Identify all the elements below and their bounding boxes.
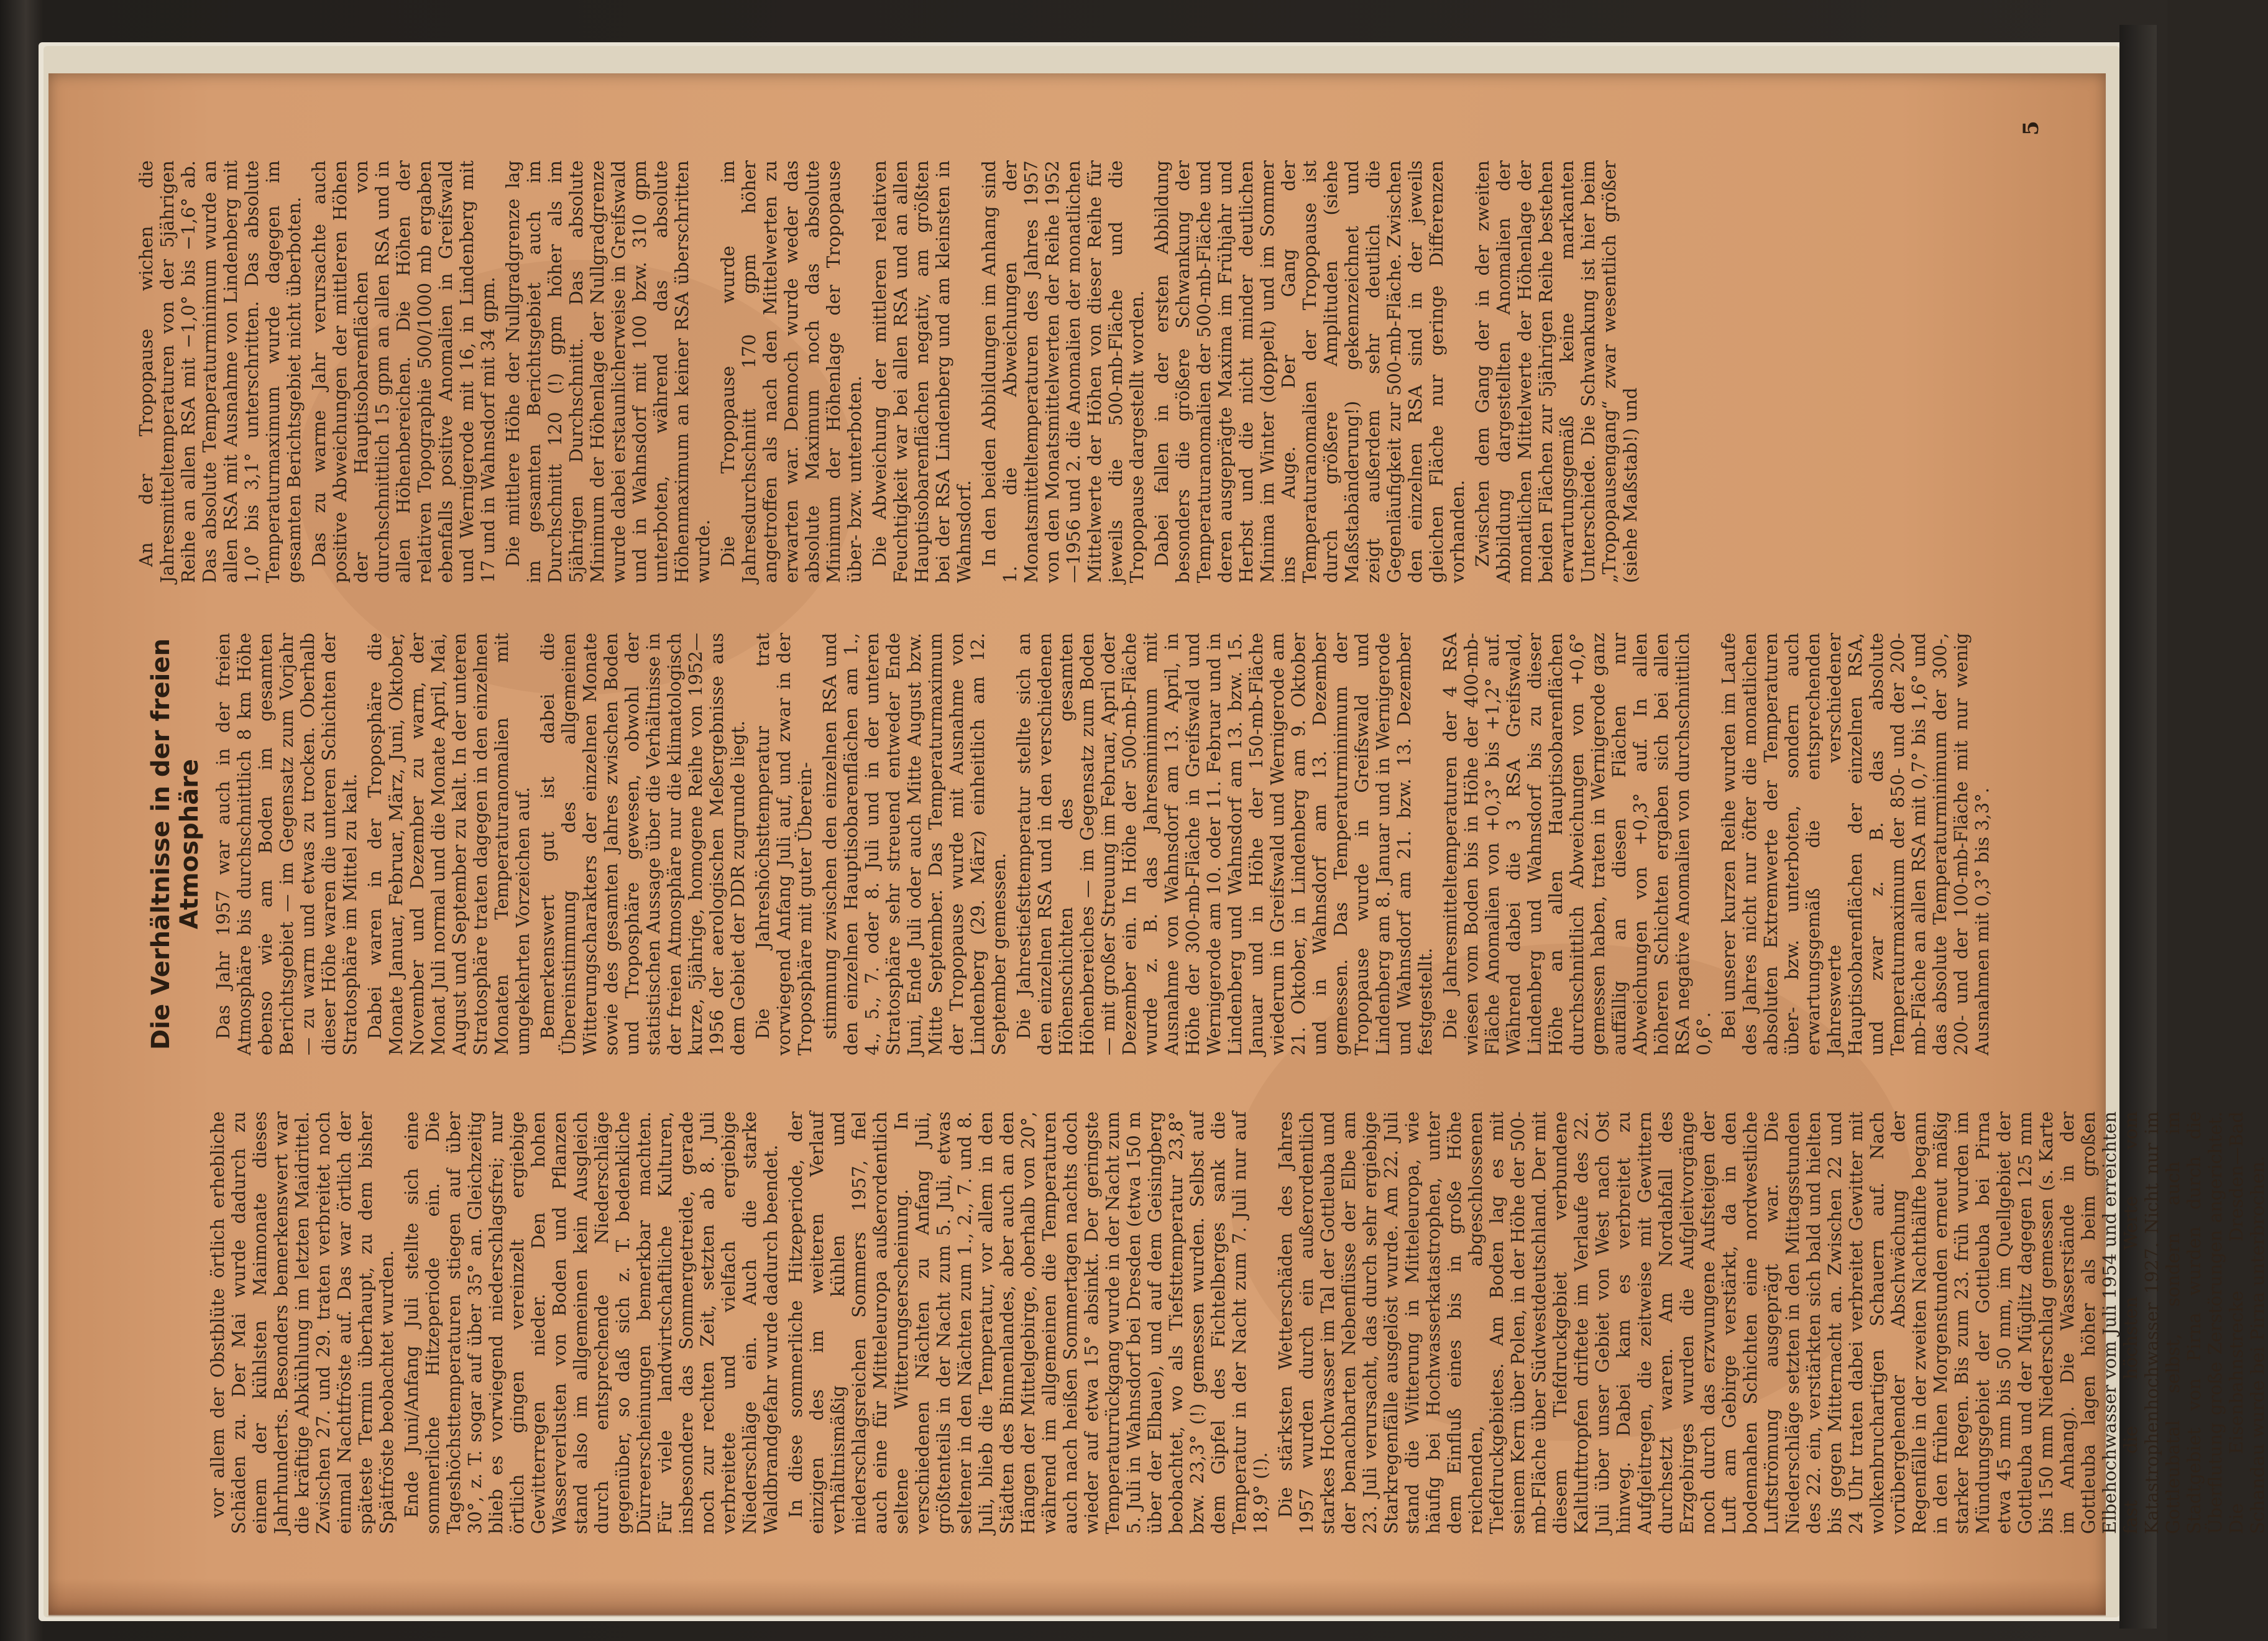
- paragraph: Die Jahreshöchsttemperatur trat vorwiegend Anfang Juli auf, und zwar in der Troposphäre mit guter Überein-: [752, 633, 815, 1055]
- page-number: 5: [2019, 121, 2044, 136]
- rotated-text-sheet: [48, 73, 2268, 1615]
- text-column-left: [207, 1111, 2268, 1534]
- paragraph: In diese sommerliche Hitzeperiode, der einzigen des im weiteren Verlauf verhältnismäßig kühlen und niederschlagsreichen Sommers 1957, fiel auch eine für Mitteleuropa außerordentlich seltene Witterungserscheinung. In verschiedenen Nächten zu Anfang Juli, größtenteils in der Nacht zum 5. Juli, etwas seltener in den Nächten zum 1., 2., 7. und 8. Juli, blieb die Temperatur, vor allem in den Städten des Binnenlandes, aber auch an den Hängen der Mittelgebirge, oberhalb von 20°, während im allgemeinen die Temperaturen auch nach heißen Sommertagen nachts doch wieder auf etwa 15° absinkt. Der geringste Temperaturrückgang wurde in der Nacht zum 5. Juli in Wahnsdorf bei Dresden (etwa 150 m über der Elbaue), und auf dem Geisingberg beobachtet, wo als Tiefsttemperatur 23,8° bzw. 23,3° (!) gemessen wurden. Selbst auf dem Gipfel des Fichtelberges sank die Temperatur in der Nacht zum 7. Juli nur auf 18,9° (!).: [785, 1111, 1271, 1534]
- paragraph: Die Jahresmitteltemperaturen der 4 RSA wiesen vom Boden bis in Höhe der 400-mb-Fläche Anomalien von +0,3° bis +1,2° auf. Während dabei die 3 RSA Greifswald, Lindenberg und Wahnsdorf bis zu dieser Höhe an allen Hauptisobarenflächen durchschnittlich Abweichungen von +0,6° gemessen haben, traten in Wernigerode ganz auffällig an diesen Flächen nur Abweichungen von +0,3° auf. In allen höheren Schichten ergaben sich bei allen RSA negative Anomalien von durchschnittlich 0,6°.: [1439, 633, 1714, 1055]
- paragraph: Zwischen dem Gang der in der zweiten Abbildung dargestellten Anomalien der monatlichen Mittelwerte der Höhenlage der beiden Flächen zur 5jährigen Reihe bestehen erwartungsgemäß keine markanten Unterschiede. Die Schwankung ist hier beim „Tropopausengang“ zwar wesentlich größer (siehe Maßstab!) und: [1472, 160, 1641, 583]
- section-heading: Die Verhältnisse in der freien Atmosphäre: [147, 638, 204, 1050]
- paragraph: Die Abweichung der mittleren relativen Feuchtigkeit war bei allen RSA und an allen Hauptisobarenflächen negativ, am größten bei der RSA Lindenberg und am kleinsten in Wahnsdorf.: [869, 160, 975, 583]
- paragraph: Das zu warme Jahr verursachte auch positive Abweichungen der mittleren Höhen der Hauptisobarenflächen von durchschnittlich 15 gpm an allen RSA und in allen Höhenbereichen. Die Höhen der relativen Topographie 500/1000 mb ergaben ebenfalls positive Anomalien in Greifswald und Wernigerode mit 16, in Lindenberg mit 17 und in Wahnsdorf mit 34 gpm.: [308, 160, 498, 583]
- paragraph: Die mittlere Höhe der Nullgradgrenze lag im gesamten Berichtsgebiet auch im Durchschnitt 120 (!) gpm höher als im 5jährigen Durchschnitt. Das absolute Minimum der Höhenlage der Nullgradgrenze wurde dabei erstaunlicherweise in Greifswald und in Wahnsdorf mit 100 bzw. 310 gpm unterboten, während das absolute Höhenmaximum an keiner RSA überschritten wurde.: [502, 160, 714, 583]
- paragraph: Die stärksten Wetterschäden des Jahres 1957 wurden durch ein außerordentlich starkes Hochwasser im Tal der Gottleuba und der benachbarten Nebenflüsse der Elbe am 23. Juli verursacht, das durch sehr ergiebige Starkregenfälle ausgelöst wurde. Am 22. Juli stand die Witterung in Mitteleuropa, wie häufig bei Hochwasserkatastrophen, unter dem Einfluß eines bis in große Höhe reichenden, abgeschlossenen Tiefdruckgebietes. Am Boden lag es mit seinem Kern über Polen, in der Höhe der 500-mb-Fläche über Südwestdeutschland. Der mit diesem Tiefdruckgebiet verbundene Kaltlufttropfen driftete im Verlaufe des 22. Juli über unser Gebiet von West nach Ost hinweg. Dabei kam es verbreitet zu Aufgleitregen, die zeitweise mit Gewittern durchsetzt waren. Am Nordabfall des Erzgebirges wurden die Aufgleitvorgänge noch durch das erzwungene Aufsteigen der Luft am Gebirge verstärkt, da in den bodennahen Schichten eine nordwestliche Luftströmung ausgeprägt war. Die Niederschläge setzten in den Mittagsstunden des 22. ein, verstärkten sich bald und hielten bis gegen Mitternacht an. Zwischen 22 und 24 Uhr traten dabei verbreitet Gewitter mit wolkenbruchartigen Schauern auf. Nach vorübergehender Abschwächung der Regenfälle in der zweiten Nachthälfte begann in den frühen Morgenstunden erneut mäßig starker Regen. Bis zum 23. früh wurden im Mündungsgebiet der Gottleuba bei Pirna etwa 45 mm bis 50 mm, im Quellgebiet der Gottleuba und der Müglitz dagegen 125 mm bis 150 mm Niederschlag gemessen (s. Karte im Anhang). Die Wasserstände in der Gottleuba lagen höher als beim großen Elbehochwasser vom Juli 1954 und erreichten fast die höchsten Werte vom Katastrophenhochwasser 1927. Nicht nur im Gottleubatal selbst, sondern auch im Stadtgebiet von Pirna wurden durch die Überflutung große Zerstörungen angerichtet. Die Eisenbahnstrecke Dresden—Bad Schandau wurde bei Pirna unterbrochen.: [1275, 1111, 2268, 1534]
- paragraph: Bei unserer kurzen Reihe wurden im Laufe des Jahres nicht nur öfter die monatlichen absoluten Extremwerte der Temperaturen über- bzw. unterboten, sondern auch erwartungsgemäß die entsprechenden Jahreswerte verschiedener Hauptisobarenflächen der einzelnen RSA, und zwar z. B. das absolute Temperaturmaximum der 850- und der 200-mb-Fläche an allen RSA mit 0,7° bis 1,6° und das absolute Temperaturminimum der 300-, 200- und der 100-mb-Fläche mit nur wenig Ausnahmen mit 0,3° bis 3,3°.: [1718, 633, 1993, 1055]
- paragraph: Das Jahr 1957 war auch in der freien Atmosphäre bis durchschnittlich 8 km Höhe ebenso wie am Boden im gesamten Berichtsgebiet — im Gegensatz zum Vorjahr — zu warm und etwas zu trocken. Oberhalb dieser Höhe waren die unteren Schichten der Stratosphäre im Mittel zu kalt.: [213, 633, 360, 1055]
- paragraph: Ende Juni/Anfang Juli stellte sich eine sommerliche Hitzeperiode ein. Die Tageshöchsttemperaturen stiegen auf über 30°, z. T. sogar auf über 35° an. Gleichzeitig blieb es vorwiegend niederschlagsfrei; nur örtlich gingen vereinzelt ergiebige Gewitterregen nieder. Den hohen Wasserverlusten von Boden und Pflanzen stand also im allgemeinen kein Ausgleich durch entsprechende Niederschläge gegenüber, so daß sich z. T. bedenkliche Dürreerscheinungen bemerkbar machten. Für viele landwirtschaftliche Kulturen, insbesondere das Sommergetreide, gerade noch zur rechten Zeit, setzten ab 8. Juli verbreitete und vielfach ergiebige Niederschläge ein. Auch die starke Waldbrandgefahr wurde dadurch beendet.: [401, 1111, 781, 1534]
- paragraph: Bemerkenswert gut ist dabei die Übereinstimmung des allgemeinen Witterungscharakters der einzelnen Monate sowie des gesamten Jahres zwischen Boden und Troposphäre gewesen, obwohl der statistischen Aussage über die Verhältnisse in der freien Atmosphäre nur die klimatologisch kurze, 5jährige, homogene Reihe von 1952—1956 der aerologischen Meßergebnisse aus dem Gebiet der DDR zugrunde liegt.: [537, 633, 748, 1055]
- paragraph: Die Jahrestiefsttemperatur stellte sich an den einzelnen RSA und in den verschiedenen Höhenschichten des gesamten Höhenbereiches — im Gegensatz zum Boden — mit großer Streuung im Februar, April oder Dezember ein. In Höhe der 500-mb-Fläche wurde z. B. das Jahresminimum mit Ausnahme von Wahnsdorf am 13. April, in Höhe der 300-mb-Fläche in Greifswald und Wernigerode am 10. oder 11. Februar und in Lindenberg und Wahnsdorf am 13. bzw. 15. Januar und in Höhe der 150-mb-Fläche wiederum in Greifswald und Wernigerode am 21. Oktober, in Lindenberg am 9. Oktober und in Wahnsdorf am 13. Dezember gemessen. Das Temperaturminimum der Tropopause wurde in Greifswald und Lindenberg am 8. Januar und in Wernigerode und Wahnsdorf am 21. bzw. 13. Dezember festgestellt.: [1013, 633, 1436, 1055]
- paragraph: An der Tropopause wichen die Jahresmitteltemperaturen von der 5jährigen Reihe an allen RSA mit −1,0° bis −1,6° ab. Das absolute Temperaturminimum wurde an allen RSA mit Ausnahme von Lindenberg mit 1,0° bis 3,1° unterschritten. Das absolute Temperaturmaximum wurde dagegen im gesamten Berichtsgebiet nicht überboten.: [135, 160, 305, 583]
- text-column-middle: [135, 633, 2025, 1055]
- paragraph: Dabei waren in der Troposphäre die Monate Januar, Februar, März, Juni, Oktober, November und Dezember zu warm, der Monat Juli normal und die Monate April, Mai, August und September zu kalt. In der unteren Stratosphäre traten dagegen in den einzelnen Monaten Temperaturanomalien mit umgekehrten Vorzeichen auf.: [364, 633, 533, 1055]
- paragraph: In den beiden Abbildungen im Anhang sind 1. die Abweichungen der Monatsmitteltemperaturen des Jahres 1957 von den Monatsmittelwerten der Reihe 1952—1956 und 2. die Anomalien der monatlichen Mittelwerte der Höhen von dieser Reihe für jeweils die 500-mb-Fläche und die Tropopause dargestellt worden.: [978, 160, 1147, 583]
- text-column-right: [135, 160, 2025, 583]
- paragraph: Die Tropopause wurde im Jahresdurchschnitt 170 gpm höher angetroffen als nach den Mittelwerten zu erwarten war. Dennoch wurde weder das absolute Maximum noch das absolute Minimum der Höhenlage der Tropopause über- bzw. unterboten.: [717, 160, 865, 583]
- paragraph: vor allem der Obstblüte örtlich erhebliche Schäden zu. Der Mai wurde dadurch zu einem der kühlsten Maimonate dieses Jahrhunderts. Besonders bemerkenswert war die kräftige Abkühlung im letzten Maidrittel. Zwischen 27. und 29. traten verbreitet noch einmal Nachtfröste auf. Das war örtlich der späteste Termin überhaupt, zu dem bisher Spätfröste beobachtet wurden.: [207, 1111, 397, 1534]
- paragraph: Dabei fallen in der ersten Abbildung besonders die größere Schwankung der Temperaturanomalien der 500-mb-Fläche und deren ausgeprägte Maxima im Frühjahr und Herbst und die nicht minder deutlichen Minima im Winter (doppelt) und im Sommer ins Auge. Der Gang der Temperaturanomalien der Tropopause ist durch größere Amplituden (siehe Maßstabänderung!) gekennzeichnet und zeigt außerdem sehr deutlich die Gegenläufigkeit zur 500-mb-Fläche. Zwischen den einzelnen RSA sind in der jeweils gleichen Fläche nur geringe Differenzen vorhanden.: [1151, 160, 1468, 583]
- paragraph: stimmung zwischen den einzelnen RSA und den einzelnen Hauptisobarenflächen am 1., 4., 5., 7. oder 8. Juli und in der unteren Stratosphäre sehr streuend entweder Ende Juni, Ende Juli oder auch Mitte August bzw. Mitte September. Das Temperaturmaximum der Tropopause wurde mit Ausnahme von Lindenberg (29. März) einheitlich am 12. September gemessen.: [819, 633, 1009, 1055]
